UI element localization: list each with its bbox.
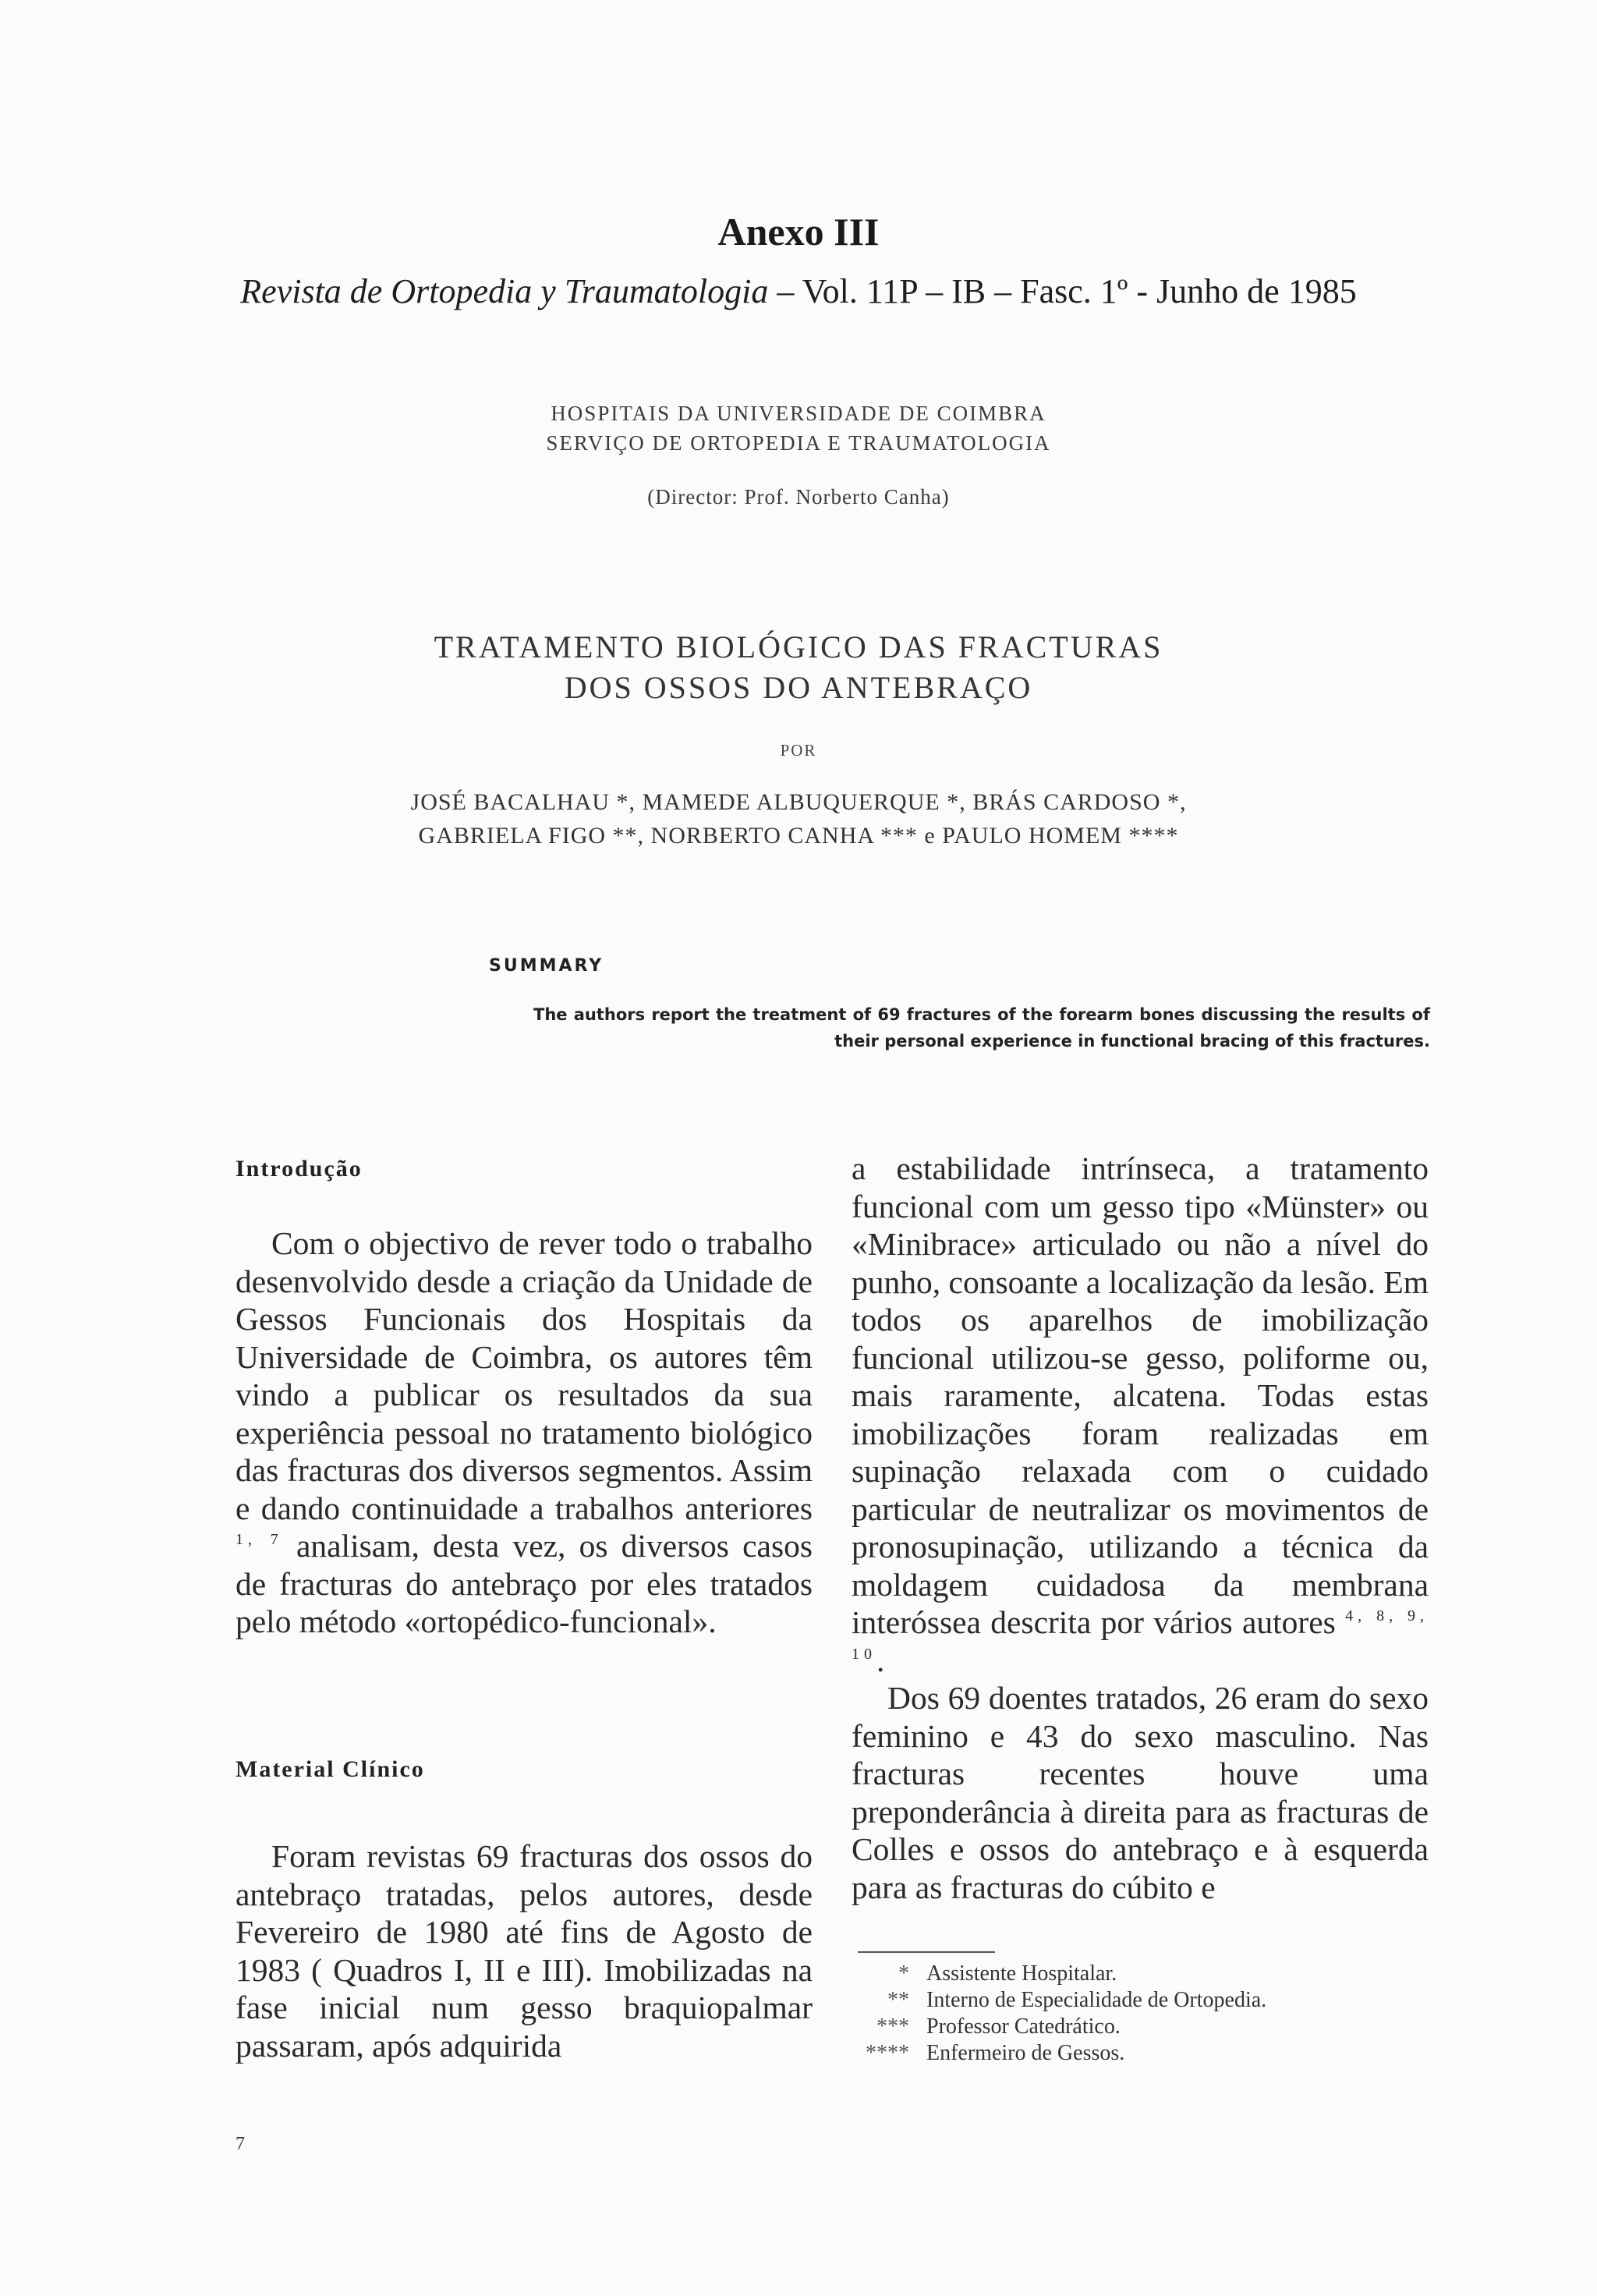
right-column-body [852,1150,1429,1906]
footnote-mark: *** [876,2014,909,2039]
footnote-text: Interno de Especialidade de Ortopedia. [926,1988,1267,2012]
article-title-line-2: DOS OSSOS DO ANTEBRAÇO [564,670,1033,705]
department-name: SERVIÇO DE ORTOPEDIA E TRAUMATOLOGIA [546,431,1051,455]
introduction-heading: Introdução [235,1156,363,1182]
annex-title: Anexo III [717,210,880,253]
reference-superscript: 4, 8, 9, 10 [852,1607,1429,1663]
footnote-text: Enfermeiro de Gessos. [926,2041,1125,2065]
material-heading: Material Clínico [235,1756,425,1782]
introduction-text-a: Com o objectivo de rever todo o trabalho desenvolvido desde a criação da Unidade de Gessos Funcionais dos Hospitais da Universidade de Coimbra, os autores têm vindo a publicar os resultados da sua experiência pessoal no tratamento biológico das fracturas dos diversos segmentos. Assim e dando continuidade a trabalhos anteriores [235,1225,813,1526]
footnote-text: Assistente Hospitalar. [926,1961,1117,1986]
footnote-mark: **** [866,2041,909,2065]
introduction-text-b: analisam, desta vez, os diversos casos de fracturas do antebraço por eles tratados pelo método «ortopédico-funcional». [235,1528,813,1639]
summary-heading: SUMMARY [489,956,604,976]
introduction-body [235,1224,813,1641]
article-title-line-1: TRATAMENTO BIOLÓGICO DAS FRACTURAS [434,629,1163,664]
journal-citation [0,271,1597,311]
reference-superscript: 1, 7 [235,1531,283,1548]
summary-text: The authors report the treatment of 69 fractures of the forearm bones discussing the results of their personal experience in functional bracing of this fractures. [533,1005,1430,1051]
footnotes [852,1961,1444,2067]
footnote-divider [858,1951,995,1953]
footnote-item [852,2040,1444,2067]
introduction-paragraph [235,1224,813,1641]
right-paragraph-continued [852,1150,1429,1679]
right-text-a: a estabilidade intrínseca, a tratamento funcional com um gesso tipo «Münster» ou «Minibrace» articulado ou não a nível do punho, consoante a localização da lesão. Em todos os aparelhos de imobilização funcional utilizou-se gesso, poliforme ou, mais raramente, alcatena. Todas estas imobilizações foram realizadas em supinação relaxada com o cuidado particular de neutralizar os movimentos de pronosupinação, utilizando a técnica da moldagem cuidadosa da membrana interóssea descrita por vários autores [852,1150,1429,1640]
authors-line-2: GABRIELA FIGO **, NORBERTO CANHA *** e PAULO HOMEM **** [418,823,1179,849]
institution-name: HOSPITAIS DA UNIVERSIDADE DE COIMBRA [551,402,1046,425]
footnote-item [852,1987,1444,2014]
footnote-text: Professor Catedrático. [926,2014,1121,2039]
page-number: 7 [235,2134,245,2154]
footnote-item [852,2014,1444,2040]
footnote-mark: * [898,1961,909,1986]
footnote-item [852,1961,1444,1987]
material-body [235,1837,813,2064]
journal-details: – Vol. 11P – IB – Fasc. 1º - Junho de 1985 [768,272,1357,310]
authors-line-1: JOSÉ BACALHAU *, MAMEDE ALBUQUERQUE *, BRÁS CARDOSO *, [410,789,1187,815]
right-paragraph-2: Dos 69 doentes tratados, 26 eram do sexo feminino e 43 do sexo masculino. Nas fracturas recentes houve uma preponderância à direita para as fracturas de Colles e ossos do antebraço e à esquerda para as fracturas do cúbito e [852,1680,1429,1905]
material-paragraph: Foram revistas 69 fracturas dos ossos do antebraço tratadas, pelos autores, desde Fevereiro de 1980 até fins de Agosto de 1983 ( Quadros I, II e III). Imobilizadas na fase inicial num gesso braquiopalmar passaram, após adquirida [235,1838,813,2064]
right-text-end: . [876,1642,885,1678]
by-label: POR [780,741,817,760]
director-line: (Director: Prof. Norberto Canha) [647,485,950,508]
journal-name: Revista de Ortopedia y Traumatologia [240,272,769,310]
footnote-mark: ** [887,1988,909,2012]
